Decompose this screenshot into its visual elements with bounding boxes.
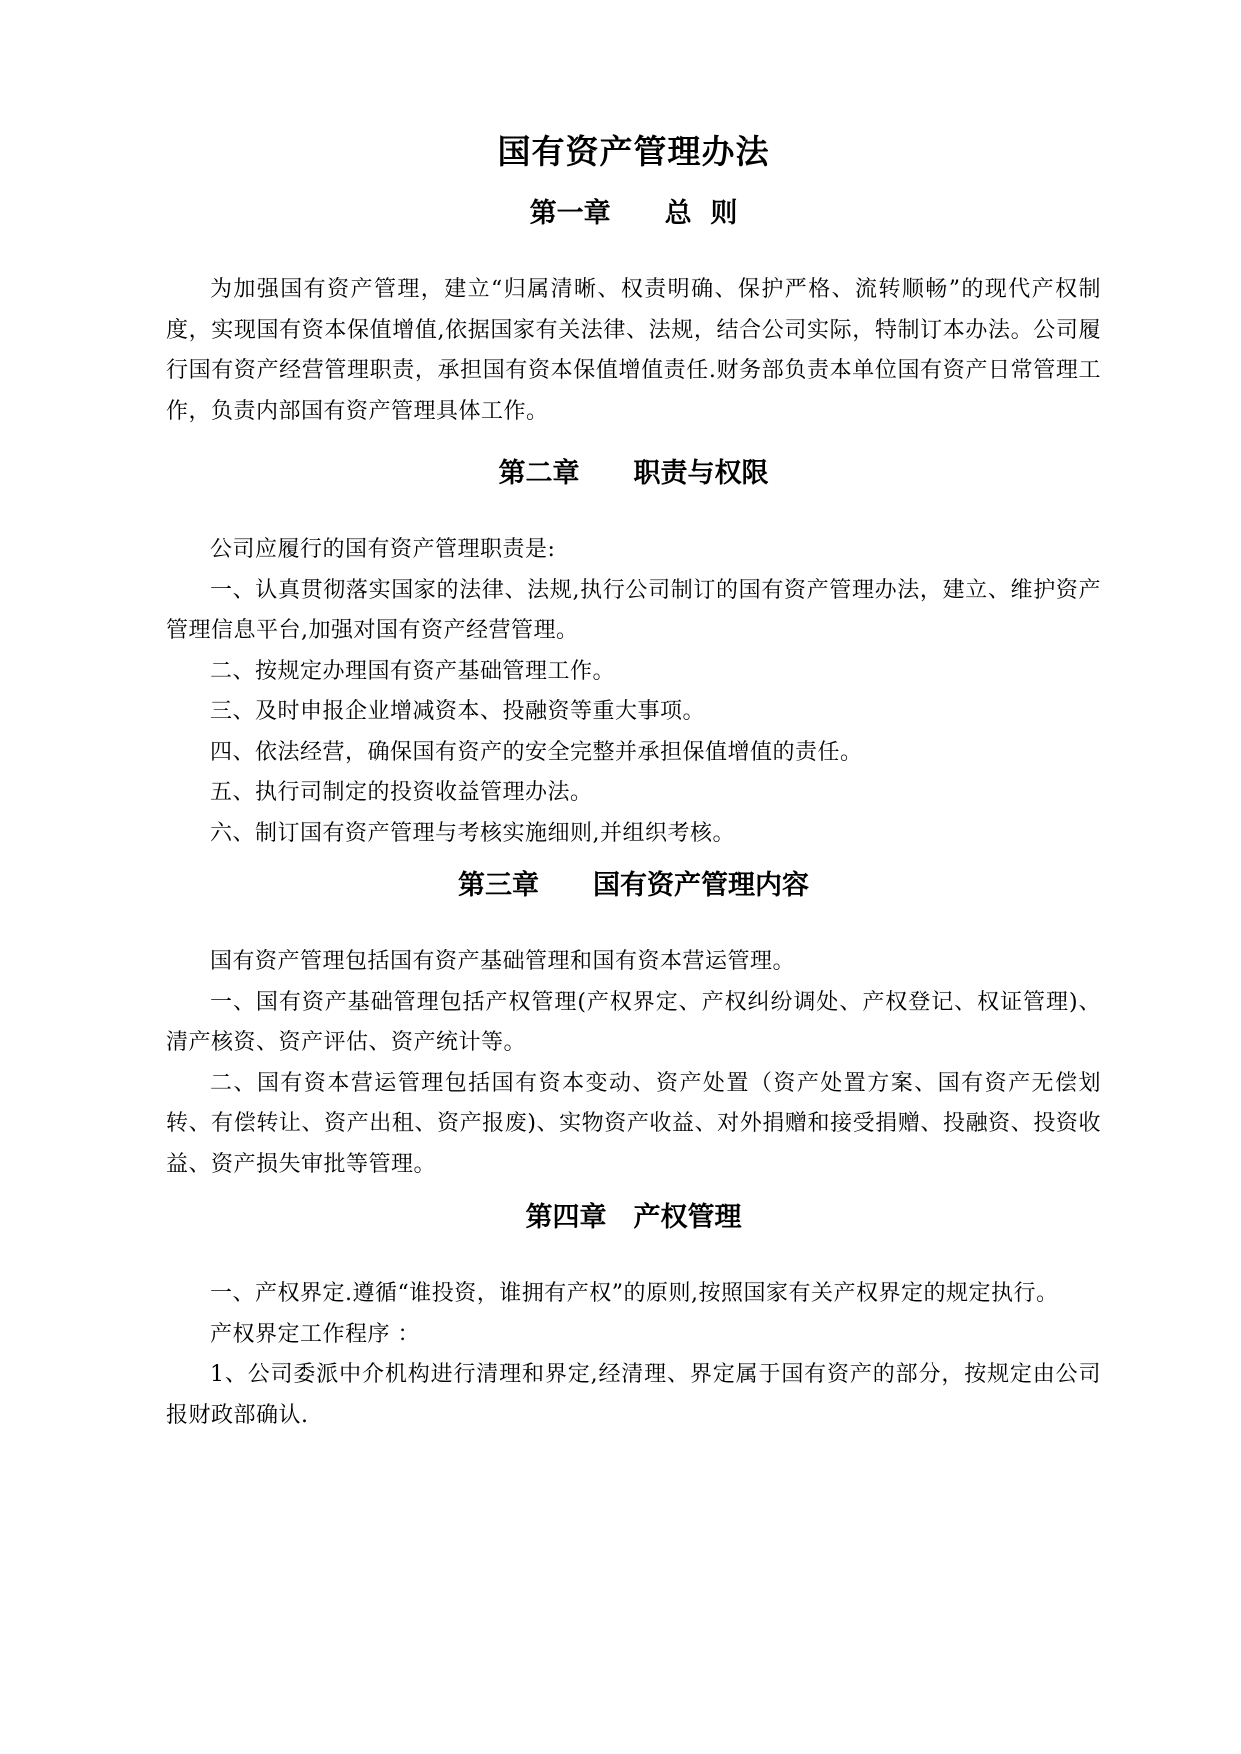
paragraph: 产权界定工作程序 ： [210, 1321, 420, 1347]
paragraph: 为加强国有资产管理，建立“归属清晰、权责明确、保护严格、流转顺畅”的现代产权制度，实现国有资本保值增值,依据国家有关法律、法规，结合公司实际，特制订本办法。公司履行国有资产经营管理职责，承担国有资本保值增值责任.财务部负责本单位国有资产日常管理工作，负责内部国有资产管理具体工作。 [166, 277, 1101, 424]
paragraph: 二、按规定办理国有资产基础管理工作。 [210, 658, 616, 684]
paragraph: 三、及时申报企业增减资本、投融资等重大事项。 [210, 699, 706, 724]
chapter-1-body [166, 270, 1101, 432]
paragraph: 一、产权界定.遵循“谁投资，谁拥有产权”的原则,按照国家有关产权界定的规定执行。 [210, 1281, 1059, 1306]
chapter-3-heading: 第三章 国有资产管理内容 [458, 870, 809, 901]
chapter-2-heading: 第二章 职责与权限 [498, 458, 769, 489]
paragraph: 一、认真贯彻落实国家的法律、法规,执行公司制订的国有资产管理办法，建立、维护资产管理信息平台,加强对国有资产经营管理。 [166, 577, 1101, 643]
paragraph: 二、国有资本营运管理包括国有资本变动、资产处置（资产处置方案、国有资产无偿划转、有偿转让、资产出租、资产报废)、实物资产收益、对外捐赠和接受捐赠、投融资、投资收益、资产损失审批等管理。 [166, 1070, 1101, 1177]
paragraph: 1、公司委派中介机构进行清理和界定,经清理、界定属于国有资产的部分，按规定由公司报财政部确认. [166, 1362, 1101, 1428]
paragraph: 一、国有资产基础管理包括产权管理(产权界定、产权纠纷调处、产权登记、权证管理)、清产核资、资产评估、资产统计等。 [166, 989, 1101, 1055]
chapter-1-heading: 第一章 总 则 [529, 198, 738, 229]
document-title: 国有资产管理办法 [497, 132, 770, 171]
chapter-3-body [166, 942, 1101, 1185]
paragraph: 五、执行司制定的投资收益管理办法。 [210, 780, 593, 805]
paragraph: 四、依法经营，确保国有资产的安全完整并承担保值增值的责任。 [210, 739, 863, 765]
chapter-4-heading: 第四章 产权管理 [525, 1202, 742, 1233]
paragraph: 六、制订国有资产管理与考核实施细则,并组织考核。 [210, 820, 735, 846]
chapter-4-body [166, 1274, 1101, 1436]
chapter-2-body [166, 530, 1101, 854]
paragraph: 公司应履行的国有资产管理职责是: [210, 537, 556, 562]
paragraph: 国有资产管理包括国有资产基础管理和国有资本营运管理。 [210, 949, 796, 974]
document-page [166, 0, 1101, 1754]
